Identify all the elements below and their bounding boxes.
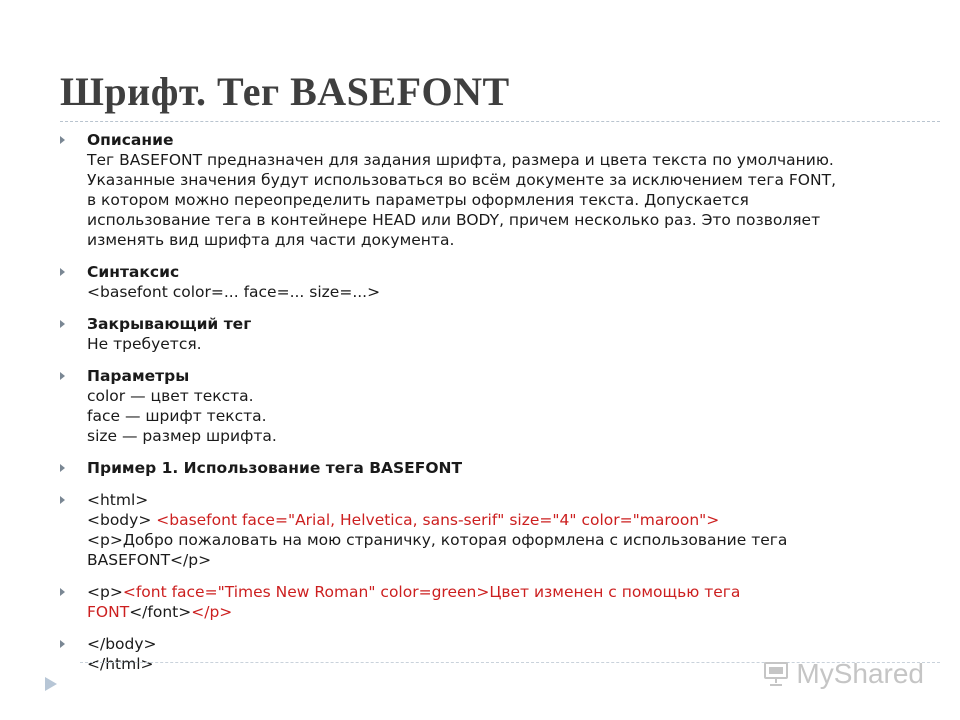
bullet-icon bbox=[60, 268, 65, 276]
code-line: <html> bbox=[87, 491, 149, 509]
slide-title: Шрифт. Тег BASEFONT bbox=[60, 69, 510, 114]
watermark-text: MyShared bbox=[796, 658, 924, 689]
item-heading: Описание bbox=[87, 131, 174, 149]
bullet-icon bbox=[60, 136, 65, 144]
watermark bbox=[762, 658, 924, 690]
slide-marker-icon bbox=[45, 677, 57, 691]
code-p-open: <p> bbox=[87, 583, 123, 601]
item-text: Не требуется. bbox=[87, 335, 202, 353]
bullet-icon bbox=[60, 640, 65, 648]
presentation-icon bbox=[762, 661, 790, 687]
code-line bbox=[87, 582, 920, 602]
item-text: в котором можно переопределить параметры оформления текста. Допускается bbox=[87, 191, 749, 209]
code-basefont-tag: <basefont face="Arial, Helvetica, sans-serif" size="4" color="maroon"> bbox=[156, 511, 720, 529]
code-line: </html> bbox=[87, 655, 154, 673]
code-line: BASEFONT</p> bbox=[87, 551, 212, 569]
code-body-tag: <body> bbox=[87, 511, 157, 529]
list-item-closing-tag bbox=[60, 314, 920, 354]
slide-content bbox=[60, 130, 920, 686]
bullet-icon bbox=[60, 320, 65, 328]
item-heading: Параметры bbox=[87, 367, 190, 385]
code-line: <p>Добро пожаловать на мою страничку, которая оформлена с использование тега bbox=[87, 531, 788, 549]
list-item-syntax bbox=[60, 262, 920, 302]
bullet-icon bbox=[60, 464, 65, 472]
item-text: face — шрифт текста. bbox=[87, 407, 267, 425]
code-line: </body> bbox=[87, 635, 157, 653]
code-p-close: </p> bbox=[191, 603, 233, 621]
item-text: изменять вид шрифта для части документа. bbox=[87, 231, 455, 249]
list-item-code-1 bbox=[60, 490, 920, 570]
item-text: <basefont color=... face=... size=...> bbox=[87, 283, 381, 301]
item-heading: Синтаксис bbox=[87, 263, 180, 281]
item-text: использование тега в контейнере HEAD или BODY, причем несколько раз. Это позволяет bbox=[87, 211, 821, 229]
code-line bbox=[87, 510, 920, 530]
code-font-close: </font> bbox=[129, 603, 192, 621]
code-font-text: FONT bbox=[87, 603, 130, 621]
bullet-icon bbox=[60, 588, 65, 596]
list-item-code-2 bbox=[60, 582, 920, 622]
item-text: Тег BASEFONT предназначен для задания шрифта, размера и цвета текста по умолчанию. bbox=[87, 151, 834, 169]
item-text: color — цвет текста. bbox=[87, 387, 254, 405]
item-text: Указанные значения будут использоваться во всём документе за исключением тега FONT, bbox=[87, 171, 836, 189]
code-font-tag: <font face="Times New Roman" color=green>Цвет изменен с помощью тега bbox=[122, 583, 741, 601]
title-divider bbox=[60, 121, 940, 122]
code-line bbox=[87, 602, 920, 622]
list-item-parameters bbox=[60, 366, 920, 446]
bullet-icon bbox=[60, 496, 65, 504]
list-item-description bbox=[60, 130, 920, 250]
list-item-example bbox=[60, 458, 920, 478]
item-text: size — размер шрифта. bbox=[87, 427, 277, 445]
item-heading: Закрывающий тег bbox=[87, 315, 252, 333]
bullet-icon bbox=[60, 372, 65, 380]
item-heading: Пример 1. Использование тега BASEFONT bbox=[87, 459, 463, 477]
